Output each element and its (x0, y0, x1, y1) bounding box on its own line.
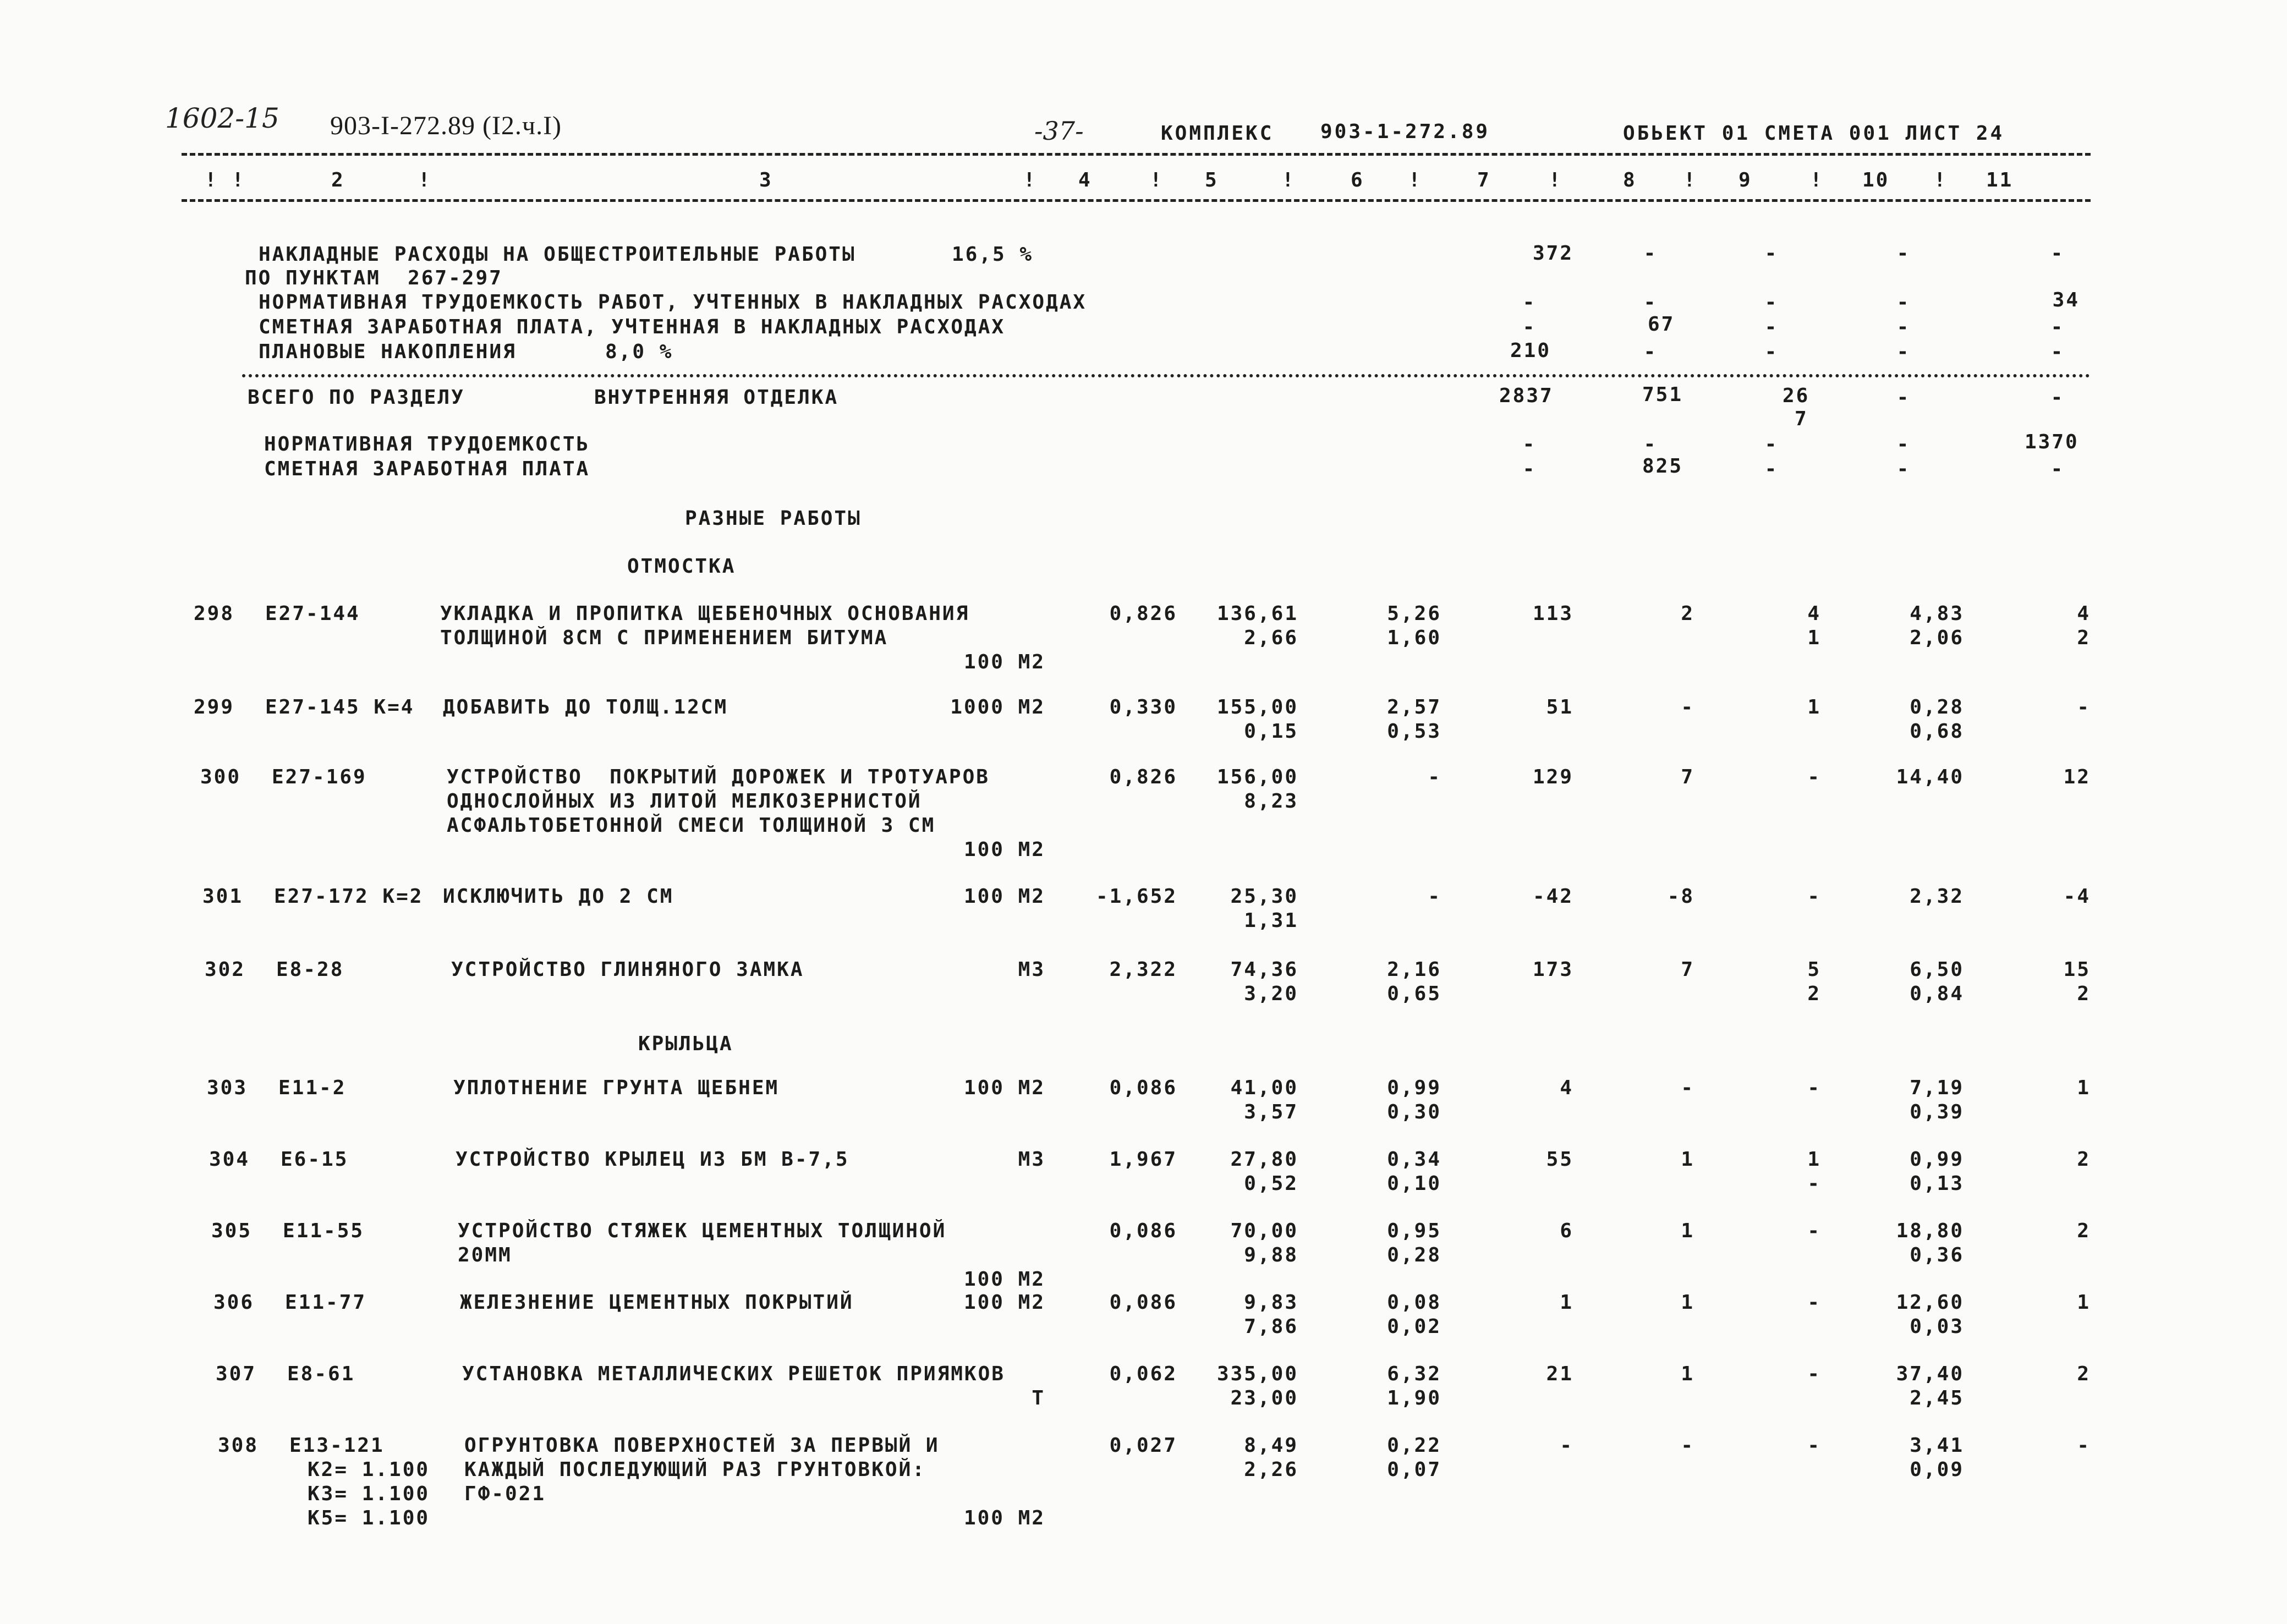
row-labor-total: 1 (2077, 1291, 2091, 1314)
row-unit: М3 (1018, 1148, 1045, 1171)
overhead-label: НАКЛАДНЫЕ РАСХОДЫ НА ОБЩЕСТРОИТЕЛЬНЫЕ РАБОТЫ (259, 243, 856, 266)
row-machine-cost-wage: 1,90 (1387, 1387, 1441, 1409)
row-code: Е27-169 (272, 766, 367, 788)
row-labor-unit-machine: 0,13 (1910, 1172, 1964, 1195)
wage-c10: - (1896, 458, 1911, 480)
planned-c8: - (1643, 341, 1658, 363)
wage-overhead-label: СМЕТНАЯ ЗАРАБОТНАЯ ПЛАТА, УЧТЕННАЯ В НАКЛАДНЫХ РАСХОДАХ (259, 316, 1006, 338)
row-labor-total: 2 (2077, 1363, 2091, 1385)
row-unit-cost-wage: 0,52 (1244, 1172, 1298, 1195)
wage-overhead-c8: 67 (1648, 313, 1675, 336)
wage-c11: - (2050, 458, 2065, 480)
row-description-line: УСТРОЙСТВО КРЫЛЕЦ ИЗ БМ В-7,5 (456, 1148, 849, 1171)
row-description-line: ЖЕЛЕЗНЕНИЕ ЦЕМЕНТНЫХ ПОКРЫТИЙ (460, 1291, 854, 1314)
row-number: 301 (202, 885, 244, 908)
labor-c11: 1370 (2025, 431, 2079, 453)
doc-code: 903-I-272.89 (I2.ч.I) (330, 111, 562, 140)
row-machine-total: 4 (1807, 602, 1821, 625)
row-number: 305 (211, 1220, 253, 1242)
row-labor-unit: 37,40 (1896, 1363, 1964, 1385)
row-quantity: 2,322 (1109, 958, 1177, 981)
column-separator: ! (1150, 169, 1164, 191)
total-c9-bottom: 7 (1795, 408, 1808, 430)
labor-overhead-c9: - (1764, 291, 1779, 314)
row-total-wage: 1 (1681, 1220, 1694, 1242)
row-labor-unit: 7,19 (1910, 1077, 1964, 1099)
by-items-label: ПО ПУНКТАМ 267-297 (245, 267, 503, 289)
row-unit: Т (1032, 1387, 1045, 1409)
row-labor-unit-machine: 2,45 (1910, 1387, 1964, 1409)
row-description-line: ТОЛЩИНОЙ 8СМ С ПРИМЕНЕНИЕМ БИТУМА (440, 627, 889, 649)
section-heading-otmostka: ОТМОСТКА (627, 555, 736, 578)
row-labor-unit-machine: 0,39 (1910, 1101, 1964, 1123)
row-unit: 100 М2 (963, 838, 1045, 861)
column-separator: ! (1810, 169, 1824, 191)
row-description-line: ГФ-021 (464, 1483, 546, 1505)
row-number: 298 (194, 602, 235, 625)
row-quantity: 0,086 (1109, 1077, 1177, 1099)
row-number: 303 (207, 1077, 248, 1099)
wage-overhead-c11: - (2050, 316, 2065, 338)
row-labor-unit: 14,40 (1896, 766, 1964, 788)
column-header-8: 8 (1623, 169, 1637, 191)
row-labor-unit: 6,50 (1910, 958, 1964, 981)
labor-overhead-c10: - (1896, 291, 1911, 314)
labor-c10: - (1896, 433, 1911, 456)
column-header-7: 7 (1477, 169, 1491, 191)
planned-c11: - (2050, 341, 2065, 363)
row-unit: 100 М2 (963, 1268, 1045, 1291)
row-number: 302 (205, 958, 246, 981)
row-description-line: УСТАНОВКА МЕТАЛЛИЧЕСКИХ РЕШЕТОК ПРИЯМКОВ (462, 1363, 1005, 1385)
row-labor-unit-machine: 0,68 (1910, 720, 1964, 743)
column-separator: ! (1683, 169, 1697, 191)
row-machine-cost-wage: 0,28 (1387, 1244, 1441, 1266)
row-number: 306 (213, 1291, 255, 1314)
row-description-line: АСФАЛЬТОБЕТОННОЙ СМЕСИ ТОЛЩИНОЙ 3 СМ (447, 814, 936, 837)
column-header-11: 11 (1986, 169, 2014, 191)
wage-c8: 825 (1642, 455, 1683, 478)
row-quantity: 0,826 (1109, 766, 1177, 788)
labor-c7: - (1522, 433, 1537, 456)
overhead-c7: 372 (1532, 242, 1573, 265)
row-unit-cost: 156,00 (1216, 766, 1298, 788)
row-labor-unit: 18,80 (1896, 1220, 1964, 1242)
handwritten-code: 1602-15 (165, 102, 279, 134)
row-description-line: УСТРОЙСТВО СТЯЖЕК ЦЕМЕНТНЫХ ТОЛЩИНОЙ (458, 1220, 947, 1242)
row-machine-cost: - (1428, 766, 1441, 788)
row-description-line: ИСКЛЮЧИТЬ ДО 2 СМ (443, 885, 674, 908)
row-description-line: УСТРОЙСТВО ПОКРЫТИЙ ДОРОЖЕК И ТРОТУАРОВ (447, 766, 990, 788)
row-number: 308 (218, 1434, 259, 1457)
row-total-wage: - (1681, 696, 1694, 718)
row-machine-cost: 0,22 (1387, 1434, 1441, 1457)
row-total-cost: 173 (1532, 958, 1573, 981)
row-machine-total: 1 (1807, 1148, 1821, 1171)
row-machine-total: 1 (1807, 696, 1821, 718)
labor-overhead-label: НОРМАТИВНАЯ ТРУДОЕМКОСТЬ РАБОТ, УЧТЕННЫХ В НАКЛАДНЫХ РАСХОДАХ (259, 291, 1087, 314)
row-code: Е27-145 К=4 (265, 696, 415, 718)
total-c7: 2837 (1499, 385, 1554, 407)
row-total-cost: 21 (1546, 1363, 1573, 1385)
row-code-coefficient: К3= 1.100 (308, 1483, 430, 1505)
row-labor-unit-machine: 0,36 (1910, 1244, 1964, 1266)
row-labor-unit: 2,32 (1910, 885, 1964, 908)
total-label: ВСЕГО ПО РАЗДЕЛУ (248, 386, 465, 409)
row-machine-cost-wage: 0,53 (1387, 720, 1441, 743)
row-machine-cost-wage: 0,30 (1387, 1101, 1441, 1123)
row-unit: 100 М2 (963, 651, 1045, 673)
planned-c10: - (1896, 341, 1911, 363)
column-separator: ! (1408, 169, 1422, 191)
row-total-wage: 7 (1681, 766, 1694, 788)
row-labor-total: 15 (2063, 958, 2091, 981)
row-unit-cost-wage: 2,26 (1244, 1458, 1298, 1481)
row-unit-cost-wage: 0,15 (1244, 720, 1298, 743)
row-unit-cost: 335,00 (1216, 1363, 1298, 1385)
row-machine-cost: 0,34 (1387, 1148, 1441, 1171)
row-machine-cost: 2,57 (1387, 696, 1441, 718)
row-total-cost: - (1560, 1434, 1573, 1457)
row-unit: 100 М2 (963, 885, 1045, 908)
column-separator: ! (1282, 169, 1296, 191)
row-labor-total: -4 (2063, 885, 2091, 908)
row-unit: 100 М2 (963, 1291, 1045, 1314)
row-quantity: 0,027 (1109, 1434, 1177, 1457)
column-header-9: 9 (1738, 169, 1752, 191)
row-total-wage: -8 (1667, 885, 1694, 908)
row-description-line: УКЛАДКА И ПРОПИТКА ЩЕБЕНОЧНЫХ ОСНОВАНИЯ (440, 602, 970, 625)
row-description-line: ДОБАВИТЬ ДО ТОЛЩ.12СМ (443, 696, 728, 718)
row-labor-unit: 12,60 (1896, 1291, 1964, 1314)
row-labor-unit-machine: 0,03 (1910, 1315, 1964, 1338)
row-unit-cost: 136,61 (1216, 602, 1298, 625)
row-labor-unit: 4,83 (1910, 602, 1964, 625)
row-number: 299 (194, 696, 235, 718)
row-unit-cost-wage: 9,88 (1244, 1244, 1298, 1266)
row-code: Е8-28 (276, 958, 344, 981)
labor-c9: - (1764, 433, 1779, 456)
row-machine-cost-wage: 0,10 (1387, 1172, 1441, 1195)
row-total-cost: 55 (1546, 1148, 1573, 1171)
total-c9-top: 26 (1783, 385, 1810, 407)
row-unit: 100 М2 (963, 1507, 1045, 1529)
row-total-wage: 1 (1681, 1148, 1694, 1171)
section-heading-krylca: КРЫЛЬЦА (638, 1033, 733, 1055)
row-machine-total-wage: 2 (1807, 983, 1821, 1005)
labor-overhead-c8: - (1643, 291, 1658, 314)
row-unit: 1000 М2 (950, 696, 1045, 718)
row-code: Е11-55 (283, 1220, 365, 1242)
row-total-wage: - (1681, 1077, 1694, 1099)
row-description-line: ОГРУНТОВКА ПОВЕРХНОСТЕЙ ЗА ПЕРВЫЙ И (464, 1434, 940, 1457)
overhead-c8: - (1643, 242, 1658, 265)
row-labor-total: - (2077, 696, 2091, 718)
row-labor-total-machine: 2 (2077, 983, 2091, 1005)
row-machine-cost: 0,08 (1387, 1291, 1441, 1314)
total-section-name: ВНУТРЕННЯЯ ОТДЕЛКА (594, 386, 839, 409)
row-labor-unit: 0,99 (1910, 1148, 1964, 1171)
column-separator: ! (1023, 169, 1037, 191)
row-quantity: 0,086 (1109, 1220, 1177, 1242)
row-labor-total: - (2077, 1434, 2091, 1457)
row-machine-total: 5 (1807, 958, 1821, 981)
row-total-wage: 7 (1681, 958, 1694, 981)
row-unit-cost: 74,36 (1230, 958, 1298, 981)
row-unit: 100 М2 (963, 1077, 1045, 1099)
row-total-cost: 129 (1532, 766, 1573, 788)
row-labor-total: 1 (2077, 1077, 2091, 1099)
section-heading-misc: РАЗНЫЕ РАБОТЫ (685, 507, 862, 530)
row-machine-cost: - (1428, 885, 1441, 908)
row-unit-cost-wage: 2,66 (1244, 627, 1298, 649)
row-total-cost: 51 (1546, 696, 1573, 718)
row-description-line: УПЛОТНЕНИЕ ГРУНТА ЩЕБНЕМ (453, 1077, 780, 1099)
column-header-5: 5 (1205, 169, 1219, 191)
row-unit-cost: 8,49 (1244, 1434, 1298, 1457)
row-quantity: 1,967 (1109, 1148, 1177, 1171)
page-label: -37- (1034, 116, 1084, 146)
row-machine-total: - (1807, 1291, 1821, 1314)
complex-label: КОМПЛЕКС (1161, 122, 1274, 145)
row-machine-total: - (1807, 885, 1821, 908)
row-machine-total: - (1807, 1434, 1821, 1457)
row-machine-cost: 2,16 (1387, 958, 1441, 981)
row-labor-total: 4 (2077, 602, 2091, 625)
row-labor-total: 2 (2077, 1220, 2091, 1242)
row-number: 304 (209, 1148, 250, 1171)
planned-pct: 8,0 % (605, 341, 673, 363)
row-unit-cost-wage: 8,23 (1244, 790, 1298, 813)
row-machine-cost: 0,99 (1387, 1077, 1441, 1099)
row-machine-cost-wage: 0,07 (1387, 1458, 1441, 1481)
row-labor-total: 2 (2077, 1148, 2091, 1171)
overhead-c11: - (2050, 242, 2065, 265)
row-description-line: УСТРОЙСТВО ГЛИНЯНОГО ЗАМКА (451, 958, 804, 981)
row-labor-unit-machine: 0,84 (1910, 983, 1964, 1005)
wage-overhead-c7: - (1522, 316, 1537, 338)
row-code: Е11-2 (278, 1077, 347, 1099)
row-quantity: 0,330 (1109, 696, 1177, 718)
row-code-coefficient: К5= 1.100 (308, 1507, 430, 1529)
object-sheet: ОБЬЕКТ 01 СМЕТА 001 ЛИСТ 24 (1623, 122, 2005, 145)
planned-c9: - (1764, 341, 1779, 363)
row-labor-total: 12 (2063, 766, 2091, 788)
row-labor-unit: 0,28 (1910, 696, 1964, 718)
row-unit: М3 (1018, 958, 1045, 981)
wage-c7: - (1522, 458, 1537, 480)
row-total-cost: 4 (1560, 1077, 1573, 1099)
column-header-6: 6 (1351, 169, 1364, 191)
row-code: Е11-77 (285, 1291, 367, 1314)
wage-overhead-c10: - (1896, 316, 1911, 338)
row-quantity: 0,062 (1109, 1363, 1177, 1385)
row-unit-cost: 70,00 (1230, 1220, 1298, 1242)
column-separator: ! (1549, 169, 1562, 191)
row-code: Е13-121 (289, 1434, 385, 1457)
row-total-cost: 113 (1532, 602, 1573, 625)
row-labor-unit: 3,41 (1910, 1434, 1964, 1457)
row-machine-total: - (1807, 1077, 1821, 1099)
row-unit-cost-wage: 7,86 (1244, 1315, 1298, 1338)
planned-label: ПЛАНОВЫЕ НАКОПЛЕНИЯ (259, 341, 517, 363)
header-bottom-rule (182, 199, 2091, 202)
row-labor-unit-machine: 0,09 (1910, 1458, 1964, 1481)
row-description-line: ОДНОСЛОЙНЫХ ИЗ ЛИТОЙ МЕЛКОЗЕРНИСТОЙ (447, 790, 922, 813)
row-unit-cost: 41,00 (1230, 1077, 1298, 1099)
row-total-wage: - (1681, 1434, 1694, 1457)
column-header-3: 3 (759, 169, 773, 191)
total-c10: - (1896, 386, 1911, 409)
row-unit-cost: 9,83 (1244, 1291, 1298, 1314)
row-unit-cost: 25,30 (1230, 885, 1298, 908)
column-header-2: 2 (331, 169, 345, 191)
row-machine-cost-wage: 1,60 (1387, 627, 1441, 649)
row-unit-cost-wage: 1,31 (1244, 909, 1298, 932)
row-machine-total-wage: - (1807, 1172, 1821, 1195)
row-unit-cost: 155,00 (1216, 696, 1298, 718)
complex-number: 903-1-272.89 (1320, 120, 1490, 143)
row-code: Е27-144 (265, 602, 360, 625)
overhead-pct: 16,5 % (952, 243, 1034, 266)
row-total-wage: 2 (1681, 602, 1694, 625)
row-quantity: 0,826 (1109, 602, 1177, 625)
column-separators: ! ! (205, 169, 246, 191)
row-description-line: 20ММ (458, 1244, 512, 1266)
row-machine-cost: 5,26 (1387, 602, 1441, 625)
wage-c9: - (1764, 458, 1779, 480)
row-number: 307 (216, 1363, 257, 1385)
row-code: Е27-172 К=2 (274, 885, 424, 908)
row-total-wage: 1 (1681, 1363, 1694, 1385)
row-labor-total-machine: 2 (2077, 627, 2091, 649)
row-total-wage: 1 (1681, 1291, 1694, 1314)
row-total-cost: -42 (1532, 885, 1573, 908)
total-c11: - (2050, 386, 2065, 409)
column-header-10: 10 (1862, 169, 1890, 191)
row-machine-total: - (1807, 1220, 1821, 1242)
row-code: Е6-15 (281, 1148, 349, 1171)
row-unit-cost-wage: 3,20 (1244, 983, 1298, 1005)
labor-c8: - (1643, 433, 1658, 456)
row-number: 300 (200, 766, 242, 788)
row-total-cost: 6 (1560, 1220, 1573, 1242)
row-code-coefficient: К2= 1.100 (308, 1458, 430, 1481)
labor-label: НОРМАТИВНАЯ ТРУДОЕМКОСТЬ (264, 433, 590, 456)
row-machine-cost: 0,95 (1387, 1220, 1441, 1242)
column-separator: ! (418, 169, 432, 191)
row-labor-unit-machine: 2,06 (1910, 627, 1964, 649)
row-description-line: КАЖДЫЙ ПОСЛЕДУЮЩИЙ РАЗ ГРУНТОВКОЙ: (464, 1458, 926, 1481)
column-header-4: 4 (1078, 169, 1092, 191)
row-quantity: -1,652 (1095, 885, 1177, 908)
row-unit-cost: 27,80 (1230, 1148, 1298, 1171)
row-machine-total: - (1807, 1363, 1821, 1385)
total-c8: 751 (1642, 383, 1683, 406)
wage-overhead-c9: - (1764, 316, 1779, 338)
row-machine-cost: 6,32 (1387, 1363, 1441, 1385)
row-machine-cost-wage: 0,02 (1387, 1315, 1441, 1338)
column-separator: ! (1934, 169, 1948, 191)
row-quantity: 0,086 (1109, 1291, 1177, 1314)
labor-overhead-c7: - (1522, 291, 1537, 314)
planned-c7: 210 (1510, 339, 1551, 362)
header-top-rule (182, 153, 2091, 156)
labor-overhead-c11: 34 (2052, 289, 2080, 311)
row-total-cost: 1 (1560, 1291, 1573, 1314)
overhead-c9: - (1764, 242, 1779, 265)
total-dotted-rule (242, 374, 2091, 377)
row-machine-cost-wage: 0,65 (1387, 983, 1441, 1005)
row-machine-total: - (1807, 766, 1821, 788)
row-unit-cost-wage: 3,57 (1244, 1101, 1298, 1123)
row-machine-total-wage: 1 (1807, 627, 1821, 649)
overhead-c10: - (1896, 242, 1911, 265)
wage-label: СМЕТНАЯ ЗАРАБОТНАЯ ПЛАТА (264, 458, 590, 480)
row-code: Е8-61 (287, 1363, 355, 1385)
row-unit-cost-wage: 23,00 (1230, 1387, 1298, 1409)
